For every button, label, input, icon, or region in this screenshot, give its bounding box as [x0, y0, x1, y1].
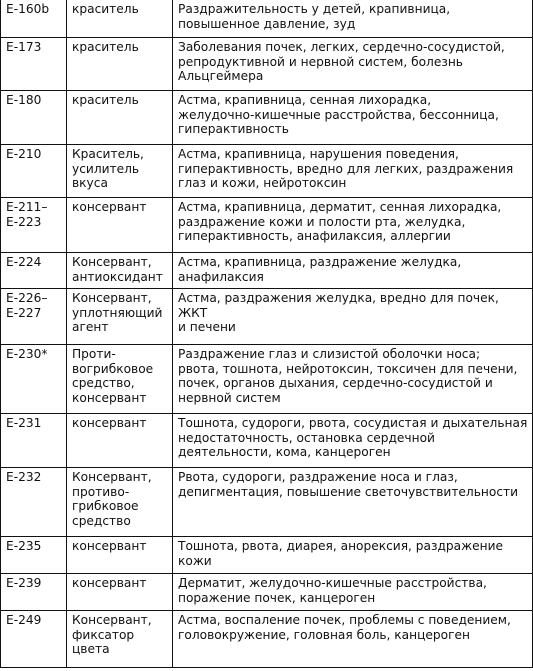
- additive-code-cell: [1, 345, 67, 414]
- additive-effects-cell: [173, 537, 533, 574]
- additive-code: E-173: [6, 40, 42, 54]
- additive-type-cell: [67, 345, 173, 414]
- table-row: [1, 611, 533, 668]
- table-row: [1, 38, 533, 91]
- additive-effects: Астма, крапивница, дерматит, сенная лихорадка, раздражение кожи и полости рта, желудка, гиперактивность, анафилаксия, аллергии: [178, 200, 502, 243]
- additive-effects: Астма, крапивница, раздражение желудка, анафилаксия: [178, 255, 462, 284]
- additive-effects-cell: [173, 414, 533, 468]
- table-row: [1, 91, 533, 145]
- additive-code-cell: [1, 574, 67, 611]
- additive-type: консервант: [72, 200, 147, 214]
- additive-code-cell: [1, 414, 67, 468]
- additive-effects: Астма, крапивница, сенная лихорадка, желудочно-кишечные расстройства, бессонница, гиперактивность: [178, 93, 499, 136]
- table-row: [1, 145, 533, 198]
- table-row: [1, 574, 533, 611]
- additive-type: краситель: [72, 2, 139, 16]
- additive-type-cell: [67, 198, 173, 253]
- additive-code: E-224: [6, 255, 42, 269]
- additive-code: E-235: [6, 539, 42, 553]
- table-row: [1, 289, 533, 345]
- additive-effects: Астма, крапивница, нарушения поведения, гиперактивность, вредно для легких, раздражения глаз и кожи, нейротоксин: [178, 147, 514, 190]
- additive-effects-cell: [173, 574, 533, 611]
- additive-code-cell: [1, 38, 67, 91]
- additive-type: консервант: [72, 539, 147, 553]
- table-row: [1, 0, 533, 38]
- additive-code: E-210: [6, 147, 42, 161]
- additive-effects: Раздражительность у детей, крапивница, повышенное давление, зуд: [178, 2, 451, 31]
- additive-effects: Тошнота, рвота, диарея, анорексия, раздражение кожи: [178, 539, 503, 568]
- additive-code-cell: [1, 253, 67, 289]
- additive-type: Консервант, противо- грибковое средство: [72, 470, 152, 528]
- additive-code: E-249: [6, 613, 42, 627]
- additive-effects-cell: [173, 91, 533, 145]
- additive-type-cell: [67, 145, 173, 198]
- additive-code: E-230*: [6, 347, 48, 361]
- additive-effects-cell: [173, 468, 533, 537]
- table-row: [1, 198, 533, 253]
- additive-code: E-160b: [6, 2, 50, 16]
- additive-code-cell: [1, 289, 67, 345]
- table-row: [1, 537, 533, 574]
- additive-effects-cell: [173, 0, 533, 38]
- additive-type-cell: [67, 468, 173, 537]
- additive-effects-cell: [173, 611, 533, 668]
- additive-type-cell: [67, 611, 173, 668]
- additive-type-cell: [67, 574, 173, 611]
- additive-effects: Тошнота, судороги, рвота, сосудистая и дыхательная недостаточность, остановка сердечной деятельности, кома, канцероген: [178, 416, 528, 459]
- additive-code: E-180: [6, 93, 42, 107]
- additive-type-cell: [67, 289, 173, 345]
- additive-type: Проти- вогрибковое средство, консервант: [72, 347, 154, 405]
- additive-type: краситель: [72, 40, 139, 54]
- table-row: [1, 414, 533, 468]
- additive-type-cell: [67, 414, 173, 468]
- additive-code-cell: [1, 145, 67, 198]
- table-row: [1, 468, 533, 537]
- additive-effects-cell: [173, 345, 533, 414]
- table-row: [1, 253, 533, 289]
- additive-effects: Заболевания почек, легких, сердечно-сосудистой, репродуктивной и нервной систем, болезнь Альцгеймера: [178, 40, 505, 83]
- additive-type-cell: [67, 38, 173, 91]
- additive-code-cell: [1, 537, 67, 574]
- additive-effects-cell: [173, 145, 533, 198]
- additive-effects-cell: [173, 289, 533, 345]
- additives-table-body: [1, 0, 533, 668]
- additive-effects-cell: [173, 253, 533, 289]
- additive-code-cell: [1, 468, 67, 537]
- additive-effects: Астма, раздражения желудка, вредно для почек, ЖКТ и печени: [178, 291, 499, 334]
- additive-type: краситель: [72, 93, 139, 107]
- additive-effects-cell: [173, 198, 533, 253]
- additive-code: E-211– E-223: [6, 200, 48, 229]
- additive-type: Консервант, антиоксидант: [72, 255, 163, 284]
- additive-type: консервант: [72, 416, 147, 430]
- additive-effects: Дерматит, желудочно-кишечные расстройства, поражение почек, канцероген: [178, 576, 487, 605]
- additive-type: Консервант, фиксатор цвета: [72, 613, 152, 656]
- additive-type-cell: [67, 537, 173, 574]
- additive-type: Краситель, усилитель вкуса: [72, 147, 144, 190]
- additive-code: E-231: [6, 416, 42, 430]
- additive-type: Консервант, уплотняющий агент: [72, 291, 163, 334]
- additive-code: E-239: [6, 576, 42, 590]
- additive-code: E-232: [6, 470, 42, 484]
- additive-effects: Раздражение глаз и слизистой оболочки носа; рвота, тошнота, нейротоксин, токсичен для печени, почек, органов дыхания, сердечно-сосудистой и нервной систем: [178, 347, 518, 405]
- additive-code-cell: [1, 0, 67, 38]
- additive-effects-cell: [173, 38, 533, 91]
- additive-code: E-226– E-227: [6, 291, 48, 320]
- table-row: [1, 345, 533, 414]
- additive-code-cell: [1, 91, 67, 145]
- additive-type-cell: [67, 91, 173, 145]
- additive-effects: Рвота, судороги, раздражение носа и глаз, депигментация, повышение светочувствительности: [178, 470, 519, 499]
- additive-effects: Астма, воспаление почек, проблемы с поведением, головокружение, головная боль, канцероген: [178, 613, 511, 642]
- additive-code-cell: [1, 611, 67, 668]
- additive-type-cell: [67, 0, 173, 38]
- additive-type: консервант: [72, 576, 147, 590]
- additive-code-cell: [1, 198, 67, 253]
- additive-type-cell: [67, 253, 173, 289]
